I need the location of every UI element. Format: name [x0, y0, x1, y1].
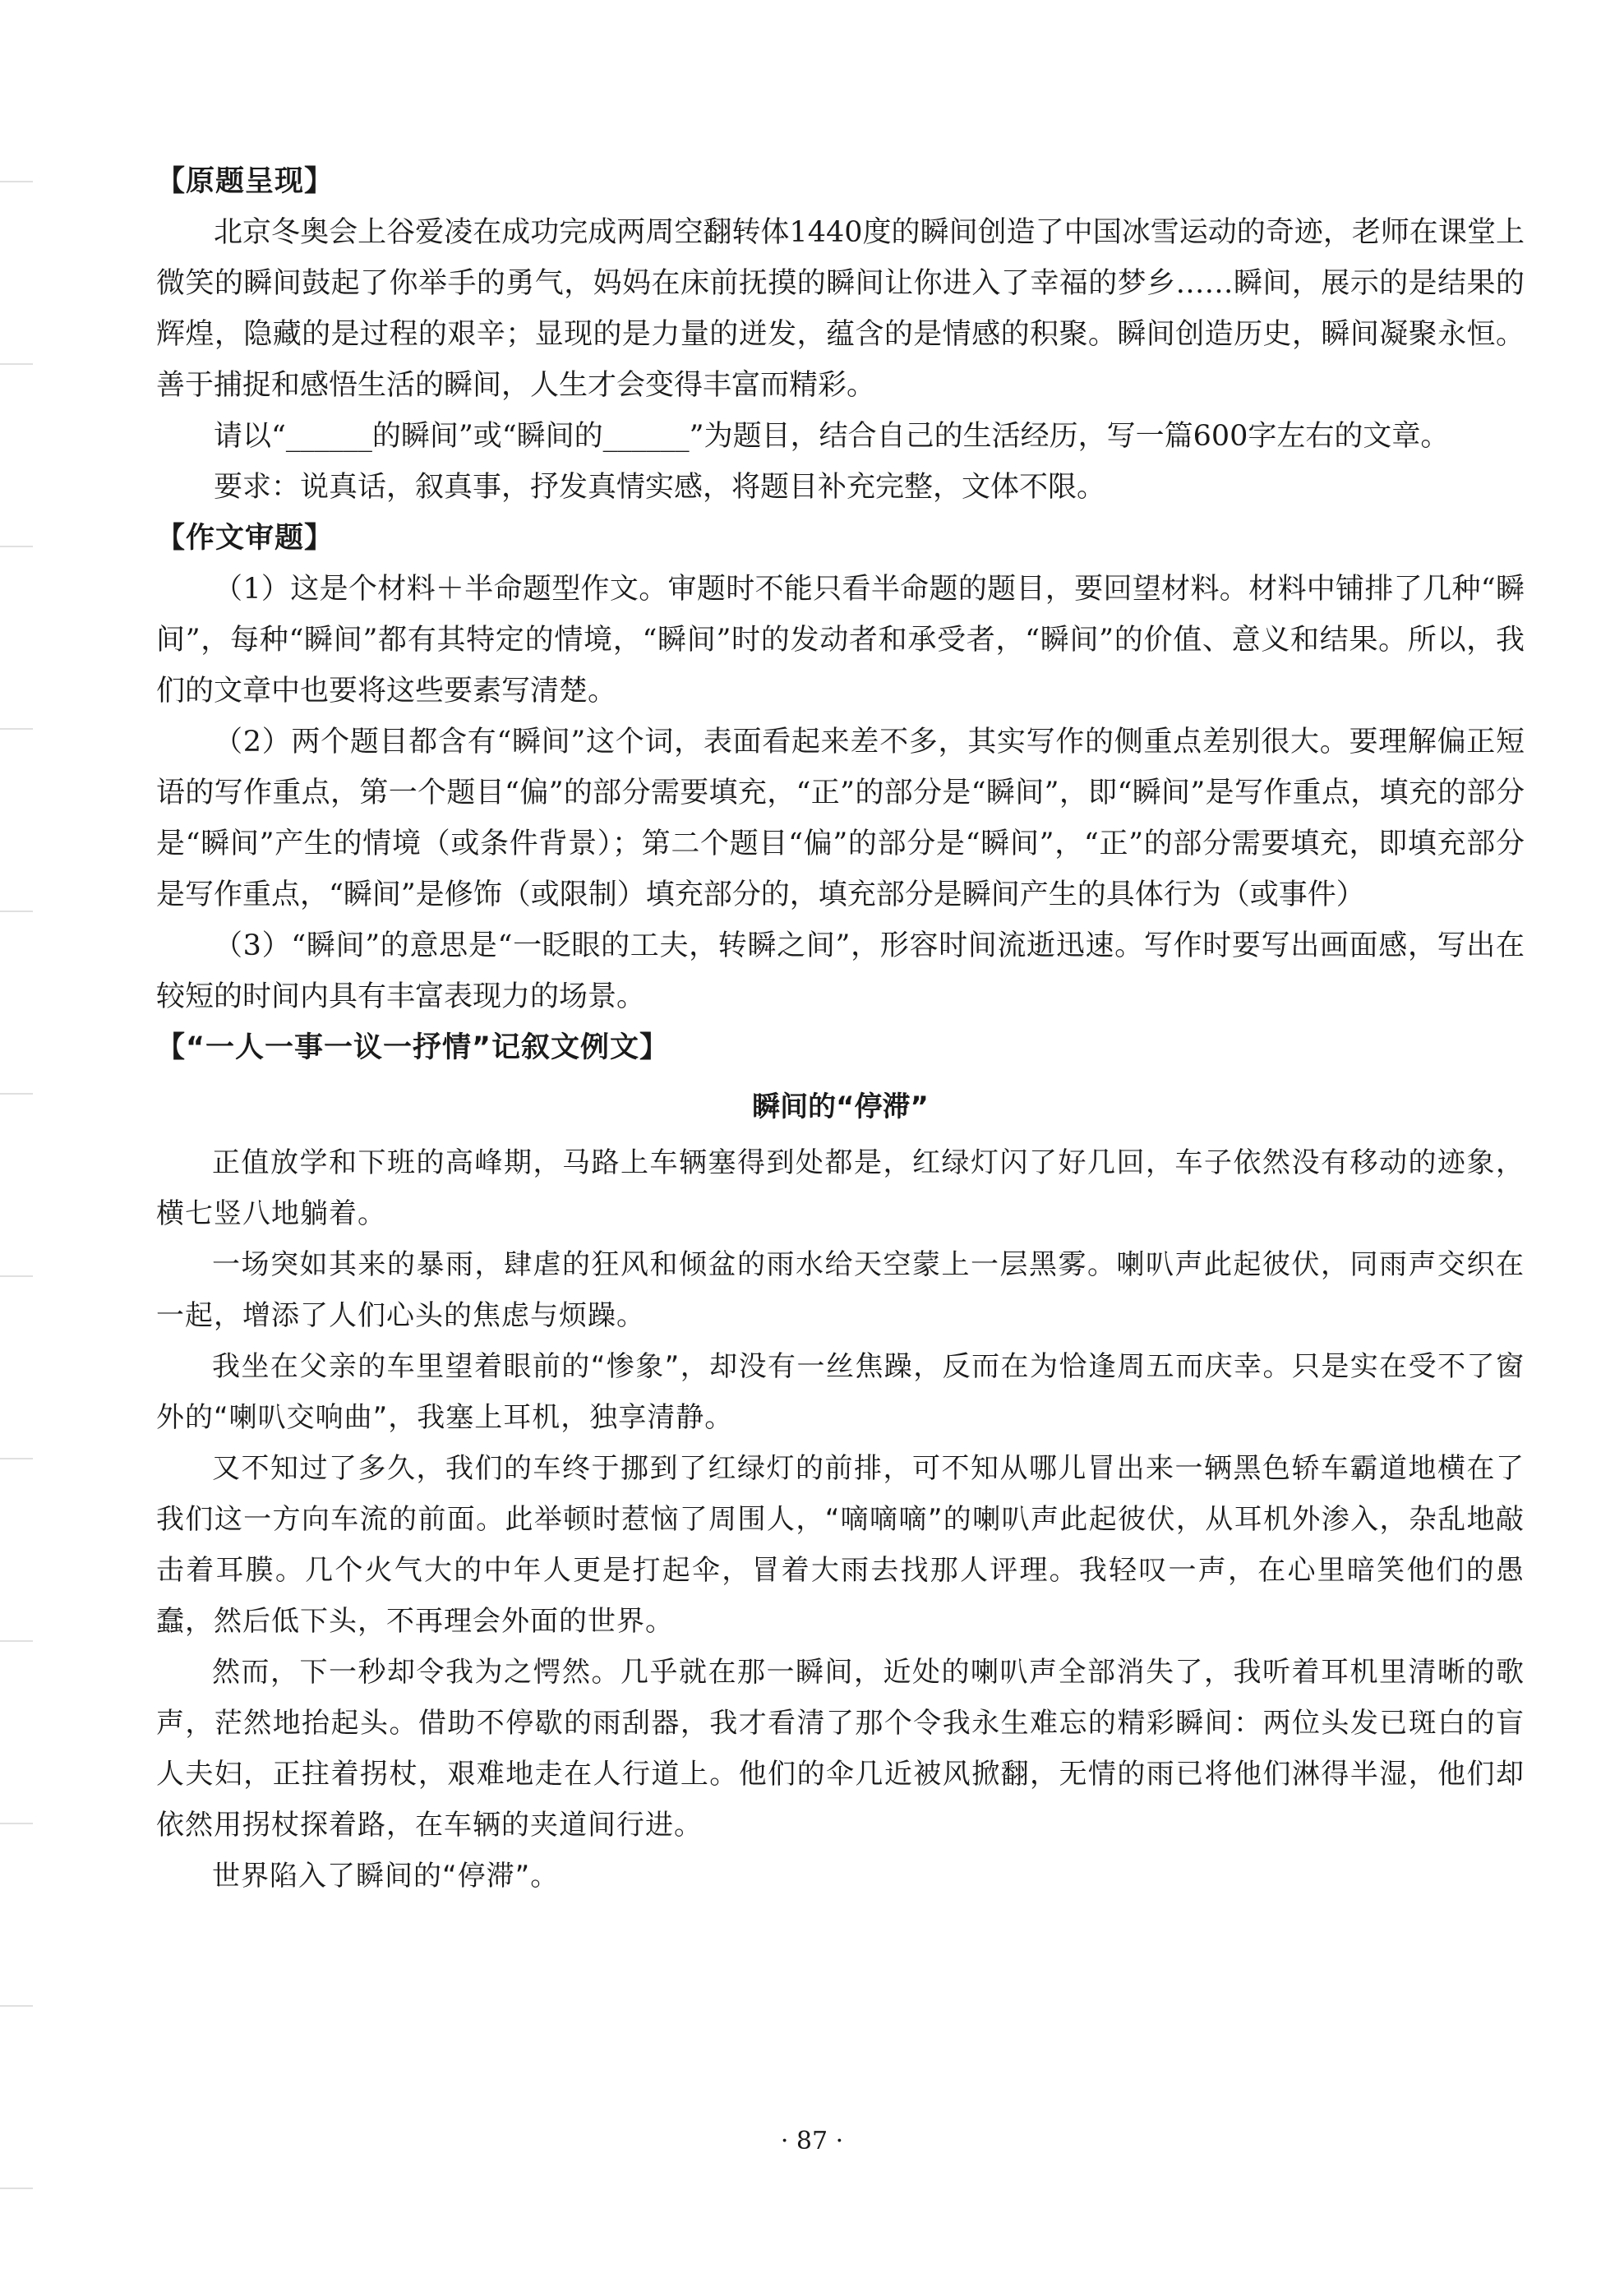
analysis-section — [156, 513, 1525, 1022]
analysis-point-3: （3）“瞬间”的意思是“一眨眼的工夫，转瞬之间”，形容时间流逝迅速。写作时要写出画面感，写出在较短的时间内具有丰富表现力的场景。 — [156, 929, 1525, 1013]
essay-paragraph-2: 一场突如其来的暴雨，肆虐的狂风和倾盆的雨水给天空蒙上一层黑雾。喇叭声此起彼伏，同雨声交织在一起，增添了人们心头的焦虑与烦躁。 — [156, 1248, 1525, 1332]
original-question-heading: 【原题呈现】 — [156, 165, 334, 198]
analysis-heading: 【作文审题】 — [156, 522, 334, 555]
page-number: · 87 · — [780, 2127, 844, 2155]
original-question-section — [156, 156, 1525, 513]
scan-edge-marks — [0, 0, 33, 2296]
original-question-requirements: 要求：说真话，叙真事，抒发真情实感，将题目补充完整，文体不限。 — [214, 471, 1106, 504]
example-essay-section — [156, 1022, 1525, 1902]
essay-paragraph-3: 我坐在父亲的车里望着眼前的“惨象”，却没有一丝焦躁，反而在为恰逢周五而庆幸。只是实在受不了窗外的“喇叭交响曲”，我塞上耳机，独享清静。 — [156, 1350, 1525, 1434]
essay-paragraph-5: 然而，下一秒却令我为之愕然。几乎就在那一瞬间，近处的喇叭声全部消失了，我听着耳机里清晰的歌声，茫然地抬起头。借助不停歇的雨刮器，我才看清了那个令我永生难忘的精彩瞬间：两位头发已斑白的盲人夫妇，正拄着拐杖，艰难地走在人行道上。他们的伞几近被风掀翻，无情的雨已将他们淋得半湿，他们却依然用拐杖探着路，在车辆的夹道间行进。 — [156, 1656, 1525, 1842]
original-question-paragraph: 北京冬奥会上谷爱凌在成功完成两周空翻转体1440度的瞬间创造了中国冰雪运动的奇迹，老师在课堂上微笑的瞬间鼓起了你举手的勇气，妈妈在床前抚摸的瞬间让你进入了幸福的梦乡……瞬间，展示的是结果的辉煌，隐藏的是过程的艰辛；显现的是力量的迸发，蕴含的是情感的积聚。瞬间创造历史，瞬间凝聚永恒。善于捕捉和感悟生活的瞬间，人生才会变得丰富而精彩。 — [156, 216, 1525, 402]
original-question-prompt: 请以“______的瞬间”或“瞬间的______”为题目，结合自己的生活经历，写一篇600字左右的文章。 — [214, 420, 1450, 453]
essay-paragraph-1: 正值放学和下班的高峰期，马路上车辆塞得到处都是，红绿灯闪了好几回，车子依然没有移动的迹象，横七竖八地躺着。 — [156, 1146, 1525, 1230]
document-page — [156, 156, 1525, 1902]
example-essay-heading: 【“一人一事一议一抒情”记叙文例文】 — [156, 1031, 670, 1064]
essay-paragraph-4: 又不知过了多久，我们的车终于挪到了红绿灯的前排，可不知从哪儿冒出来一辆黑色轿车霸道地横在了我们这一方向车流的前面。此举顿时惹恼了周围人，“嘀嘀嘀”的喇叭声此起彼伏，从耳机外渗入，杂乱地敲击着耳膜。几个火气大的中年人更是打起伞，冒着大雨去找那人评理。我轻叹一声，在心里暗笑他们的愚蠢，然后低下头，不再理会外面的世界。 — [156, 1452, 1525, 1638]
analysis-point-1: （1）这是个材料＋半命题型作文。审题时不能只看半命题的题目，要回望材料。材料中铺排了几种“瞬间”，每种“瞬间”都有其特定的情境，“瞬间”时的发动者和承受者，“瞬间”的价值、意义和结果。所以，我们的文章中也要将这些要素写清楚。 — [156, 573, 1525, 708]
essay-paragraph-6: 世界陷入了瞬间的“停滞”。 — [212, 1860, 560, 1893]
analysis-point-2: （2）两个题目都含有“瞬间”这个词，表面看起来差不多，其实写作的侧重点差别很大。要理解偏正短语的写作重点，第一个题目“偏”的部分需要填充，“正”的部分是“瞬间”，即“瞬间”是写作重点，填充的部分是“瞬间”产生的情境（或条件背景）；第二个题目“偏”的部分是“瞬间”，“正”的部分需要填充，即填充部分是写作重点，“瞬间”是修饰（或限制）填充部分的，填充部分是瞬间产生的具体行为（或事件） — [156, 726, 1525, 911]
essay-title: 瞬间的“停滞” — [752, 1090, 929, 1123]
